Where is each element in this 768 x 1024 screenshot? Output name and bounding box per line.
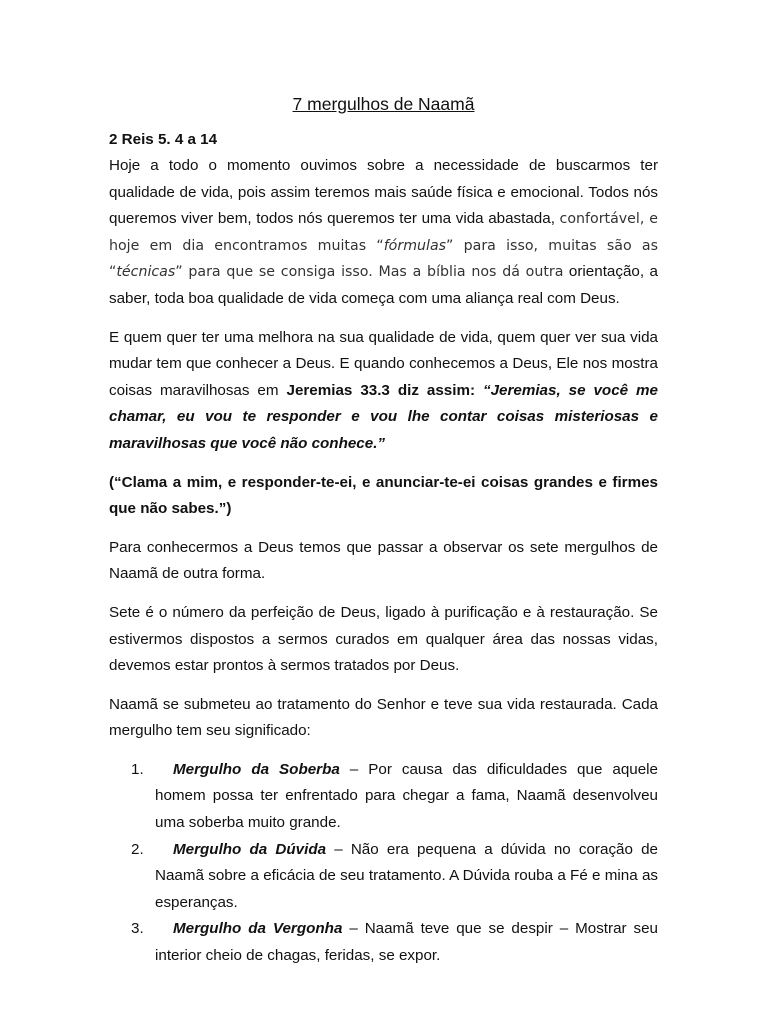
intro-text-a: Hoje a todo o momento ouvimos sobre a necessidade de buscarmos ter qualidade de vida, pois assim teremos mais saúde física e emocional. Todos nós queremos viver bem, todos nós queremos ter uma vida abastada, bbox=[109, 157, 658, 228]
list-item-number: 2. bbox=[131, 840, 144, 858]
list-item bbox=[109, 757, 658, 837]
jeremias-reference: Jeremias 33.3 diz assim: bbox=[286, 381, 476, 399]
list-item-number: 3. bbox=[131, 920, 144, 938]
intro-emphasis-formulas: fórmulas bbox=[383, 237, 447, 254]
intro-emphasis-tecnicas: técnicas bbox=[116, 264, 176, 281]
jeremias-text-a: E quem quer ter uma melhora na sua qualidade de vida, quem quer ver sua vida mudar tem que conhecer a Deus. E quando conhecemos a Deus, Ele nos mostra coisas maravilhosas em bbox=[109, 328, 658, 399]
bible-reference: 2 Reis 5. 4 a 14 bbox=[109, 131, 218, 148]
list-item-term: Mergulho da Dúvida bbox=[173, 840, 327, 858]
intro-text-d: ” para que se consiga isso. Mas a bíblia nos dá outra bbox=[175, 264, 564, 281]
list-item-text: – Naamã teve que se despir – Mostrar seu interior cheio de chagas, feridas, se expor. bbox=[155, 920, 658, 965]
list-item bbox=[109, 837, 658, 917]
intro-text-b: confortável, e hoje em dia encontramos muitas “ bbox=[109, 211, 658, 254]
list-item-text: – Por causa das dificuldades que aquele homem possa ter enfrentado para chegar a fama, Naamã desenvolveu uma soberba muito grande. bbox=[155, 760, 658, 832]
list-item-text: – Não era pequena a dúvida no coração de Naamã sobre a eficácia de seu tratamento. A Dúvida rouba a Fé e mina as esperanças. bbox=[155, 840, 658, 911]
paragraph-sete: Sete é o número da perfeição de Deus, ligado à purificação e à restauração. Se estivermos dispostos a sermos curados em qualquer área das nossas vidas, devemos estar prontos à sermos tratados por Deus. bbox=[109, 603, 658, 675]
mergulhos-list bbox=[109, 757, 658, 970]
list-item-term: Mergulho da Soberba bbox=[173, 760, 340, 778]
document-title: 7 mergulhos de Naamã bbox=[292, 94, 475, 114]
intro-text-c: ” para isso, muitas são as “ bbox=[109, 237, 659, 281]
paragraph-submeteu: Naamã se submeteu ao tratamento do Senhor e teve sua vida restaurada. Cada mergulho tem seu significado: bbox=[109, 695, 658, 740]
paragraph-clama: (“Clama a mim, e responder-te-ei, e anunciar-te-ei coisas grandes e firmes que não sabes.”) bbox=[109, 473, 658, 518]
jeremias-quote: “Jeremias, se você me chamar, eu vou te responder e vou lhe contar coisas misteriosas e maravilhosas que você não conhece.” bbox=[109, 381, 658, 452]
list-item bbox=[109, 916, 658, 969]
paragraph-conhecer: Para conhecermos a Deus temos que passar a observar os sete mergulhos de Naamã de outra forma. bbox=[109, 538, 658, 583]
paragraph-jeremias bbox=[109, 325, 658, 458]
intro-text-e: orientação, a saber, toda boa qualidade de vida começa com uma aliança real com Deus. bbox=[109, 263, 658, 307]
list-item-number: 1. bbox=[131, 760, 144, 778]
document-body bbox=[109, 93, 658, 970]
list-item-term: Mergulho da Vergonha bbox=[173, 920, 343, 938]
paragraph-intro bbox=[109, 153, 658, 313]
